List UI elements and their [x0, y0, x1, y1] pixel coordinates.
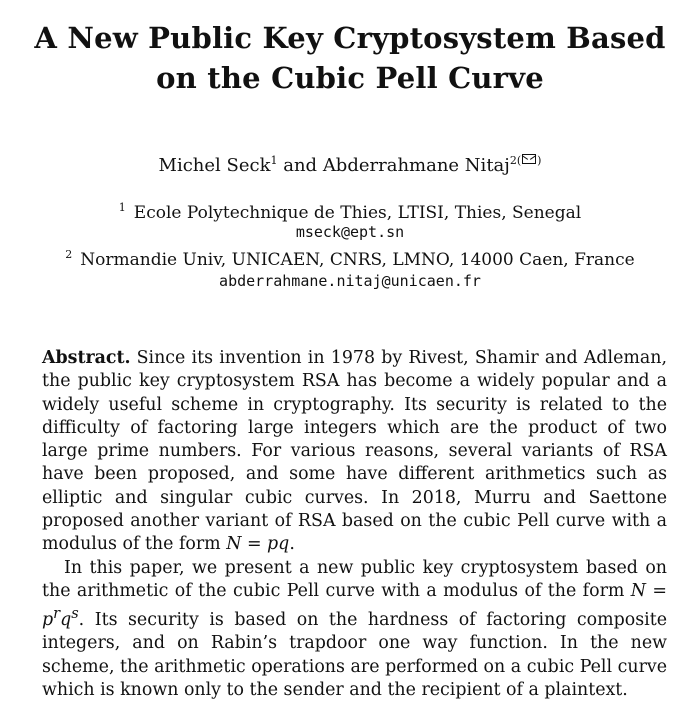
- author-line: [0, 148, 700, 179]
- abstract-paragraph-1: Abstract. Since its invention in 1978 by Rivest, Shamir and Adleman, the public key cryptosystem RSA has become a widely popular and a widely useful scheme in cryptography. Its security is related to the difficulty of factoring large integers which are the product of two large prime numbers. For various reasons, several variants of RSA have been proposed, and some have different arithmetics such as elliptic and singular cubic curves. In 2018, Murru and Saettone proposed another variant of RSA based on the cubic Pell curve with a modulus of the form N = pq.: [42, 348, 667, 555]
- abstract-paragraph-2: [42, 557, 667, 702]
- affiliation-2-text: Normandie Univ, UNICAEN, CNRS, LMNO, 14000 Caen, France: [80, 250, 635, 270]
- abstract-p1-math: N = pq: [226, 534, 290, 555]
- abstract: [42, 347, 667, 702]
- envelope-icon: [522, 154, 536, 164]
- abstract-p1-text: Since its invention in 1978 by Rivest, Shamir and Adleman, the public key cryptosystem RSA has become a widely popular and a widely useful scheme in cryptography. Its security is related to the difficulty of factoring large integers which are the product of two large prime numbers. For various reasons, several variants of RSA have been proposed, and some have different arithmetics such as elliptic and singular cubic curves. In 2018, Murru and Saettone proposed another variant of RSA based on the cubic Pell curve with a modulus of the form: [42, 348, 667, 555]
- abstract-p2-rest: . Its security is based on the hardness of factoring composite integers, and on Rabin’s trapdoor one way function. In the new scheme, the arithmetic operations are performed on a cubic Pell curve which is known only to the sender and the recipient of a plaintext.: [42, 610, 667, 700]
- affiliation-2-mark: 2: [65, 248, 73, 261]
- author-conjunction: and: [283, 155, 318, 176]
- affiliation-1-email[interactable]: mseck@ept.sn: [295, 223, 405, 241]
- affiliation-2-email[interactable]: abderrahmane.nitaj@unicaen.fr: [219, 272, 481, 290]
- author-2-mark: 2( ): [509, 154, 542, 167]
- title-line-2: on the Cubic Pell Curve: [156, 61, 544, 95]
- affiliation-2: [0, 243, 700, 272]
- author-1: Michel Seck: [158, 155, 271, 176]
- paper-title: [0, 18, 700, 98]
- abstract-p2-math: $N = p^rq^s$: [42, 580, 667, 631]
- author-1-mark: 1: [270, 154, 278, 167]
- author-2: Abderrahmane Nitaj: [322, 155, 510, 176]
- affiliation-1-mark: 1: [118, 201, 126, 214]
- affiliation-1-text: Ecole Polytechnique de Thies, LTISI, Thies, Senegal: [133, 203, 582, 223]
- abstract-label: Abstract.: [42, 348, 131, 368]
- title-line-1: A New Public Key Cryptosystem Based: [34, 21, 666, 55]
- abstract-p2-text: In this paper, we present a new public key cryptosystem based on the arithmetic of the cubic Pell curve with a modulus of the form: [42, 557, 667, 601]
